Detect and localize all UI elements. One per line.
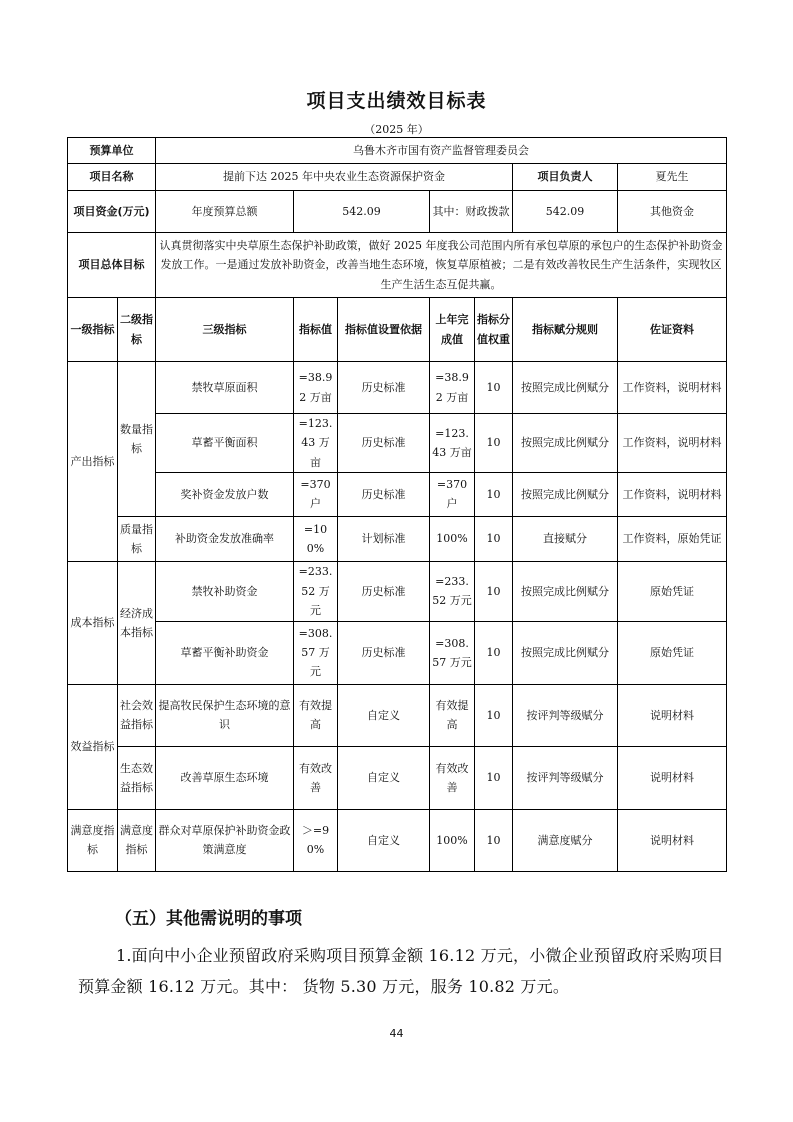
indicator-value: =123.43 万亩 [294,414,338,473]
indicator-evidence: 工作资料，说明材料 [618,472,727,516]
indicator-rule: 按照完成比例赋分 [513,472,618,516]
indicator-basis: 自定义 [338,809,430,871]
table-row [68,561,727,621]
project-name-value: 提前下达 2025 年中央农业生态资源保护资金 [156,164,513,191]
indicator-name: 草蓄平衡面积 [156,414,294,473]
indicator-evidence: 工作资料，说明材料 [618,414,727,473]
fiscal-label: 其中：财政拨款 [430,191,513,233]
indicator-weight: 10 [475,809,513,871]
indicator-basis: 计划标准 [338,516,430,561]
annual-budget-label: 年度预算总额 [156,191,294,233]
goal-text: 认真贯彻落实中央草原生态保护补助政策，做好 2025 年度我公司范围内所有承包草原的承包户的生态保护补助资金发放工作。一是通过发放补助资金，改善当地生态环境，恢复草原植被；二是有效改善牧民生产生活条件，实现牧区生产生活生态互促共赢。 [156,233,727,298]
indicator-name: 群众对草原保护补助资金政策满意度 [156,809,294,871]
indicator-last-year: =233.52 万元 [430,561,475,621]
indicator-evidence: 工作资料，说明材料 [618,362,727,414]
indicator-weight: 10 [475,414,513,473]
table-row [68,414,727,473]
indicator-name: 改善草原生态环境 [156,746,294,809]
indicator-basis: 自定义 [338,684,430,746]
table-row [68,516,727,561]
indicator-rule: 按照完成比例赋分 [513,414,618,473]
indicator-rule: 按评判等级赋分 [513,684,618,746]
indicator-last-year: 100% [430,809,475,871]
budget-unit-value: 乌鲁木齐市国有资产监督管理委员会 [156,138,727,164]
header-rule: 指标赋分规则 [513,298,618,362]
section-heading: （五）其他需说明的事项 [115,909,302,929]
budget-unit-label: 预算单位 [68,138,156,164]
header-level3: 三级指标 [156,298,294,362]
indicator-name: 禁牧补助资金 [156,561,294,621]
group-ecological: 生态效益指标 [118,746,156,809]
section-paragraph: 1.面向中小企业预留政府采购项目预算金额 16.12 万元，小微企业预留政府采购项目预算金额 16.12 万元。其中： 货物 5.30 万元，服务 10.82 万元。 [78,946,724,997]
header-basis: 指标值设置依据 [338,298,430,362]
header-weight: 指标分值权重 [475,298,513,362]
indicator-evidence: 原始凭证 [618,561,727,621]
table-row [68,472,727,516]
header-value: 指标值 [294,298,338,362]
table-row [68,621,727,684]
indicator-value: =233.52 万元 [294,561,338,621]
indicator-evidence: 原始凭证 [618,621,727,684]
header-evidence: 佐证资料 [618,298,727,362]
indicator-evidence: 工作资料，原始凭证 [618,516,727,561]
indicator-value: 有效改善 [294,746,338,809]
header-last-year: 上年完成值 [430,298,475,362]
indicator-basis: 历史标准 [338,362,430,414]
indicator-rule: 直接赋分 [513,516,618,561]
indicator-value: =370 户 [294,472,338,516]
indicator-basis: 历史标准 [338,472,430,516]
project-leader-value: 夏先生 [618,164,727,191]
year-label: （2025 年） [364,123,429,136]
indicator-weight: 10 [475,621,513,684]
goal-label: 项目总体目标 [68,233,156,298]
header-level1: 一级指标 [68,298,118,362]
table-row [68,684,727,746]
indicator-last-year: =370 户 [430,472,475,516]
group-quality: 质量指标 [118,516,156,561]
project-leader-label: 项目负责人 [513,164,618,191]
indicator-last-year: =123.43 万亩 [430,414,475,473]
indicator-basis: 自定义 [338,746,430,809]
project-name-label: 项目名称 [68,164,156,191]
group-quantity: 数量指标 [118,362,156,517]
group-cost: 成本指标 [68,561,118,684]
indicator-name: 草蓄平衡补助资金 [156,621,294,684]
fiscal-value: 542.09 [513,191,618,233]
indicator-name: 补助资金发放准确率 [156,516,294,561]
indicator-rule: 满意度赋分 [513,809,618,871]
indicator-value: =308.57 万元 [294,621,338,684]
indicator-weight: 10 [475,561,513,621]
indicator-weight: 10 [475,746,513,809]
header-level2: 二级指标 [118,298,156,362]
indicator-rule: 按照完成比例赋分 [513,362,618,414]
annual-budget-value: 542.09 [294,191,430,233]
indicator-value: =100% [294,516,338,561]
indicator-rule: 按照完成比例赋分 [513,621,618,684]
group-satisfaction: 满意度指标 [68,809,118,871]
indicator-name: 禁牧草原面积 [156,362,294,414]
indicator-last-year: 100% [430,516,475,561]
indicator-evidence: 说明材料 [618,684,727,746]
indicator-basis: 历史标准 [338,621,430,684]
table-row [68,809,727,871]
indicator-last-year: 有效改善 [430,746,475,809]
table-row [68,362,727,414]
indicator-basis: 历史标准 [338,414,430,473]
indicator-evidence: 说明材料 [618,809,727,871]
indicator-evidence: 说明材料 [618,746,727,809]
indicator-value: ＞=90% [294,809,338,871]
group-output: 产出指标 [68,362,118,562]
indicator-last-year: 有效提高 [430,684,475,746]
indicator-weight: 10 [475,684,513,746]
other-label: 其他资金 [618,191,727,233]
indicator-name: 提高牧民保护生态环境的意识 [156,684,294,746]
indicator-last-year: =308.57 万元 [430,621,475,684]
indicator-weight: 10 [475,472,513,516]
table-row [68,746,727,809]
group-benefit: 效益指标 [68,684,118,809]
page-number: 44 [389,1027,404,1040]
page-title: 项目支出绩效目标表 [306,90,487,112]
indicator-last-year: =38.92 万亩 [430,362,475,414]
indicator-weight: 10 [475,362,513,414]
group-econ-cost: 经济成本指标 [118,561,156,684]
funds-label: 项目资金(万元) [68,191,156,233]
indicator-rule: 按评判等级赋分 [513,746,618,809]
indicator-value: =38.92 万亩 [294,362,338,414]
indicator-basis: 历史标准 [338,561,430,621]
performance-table [67,137,727,872]
indicator-value: 有效提高 [294,684,338,746]
indicator-weight: 10 [475,516,513,561]
indicator-rule: 按照完成比例赋分 [513,561,618,621]
group-social: 社会效益指标 [118,684,156,746]
indicator-name: 奖补资金发放户数 [156,472,294,516]
group-satisfaction-sub: 满意度指标 [118,809,156,871]
